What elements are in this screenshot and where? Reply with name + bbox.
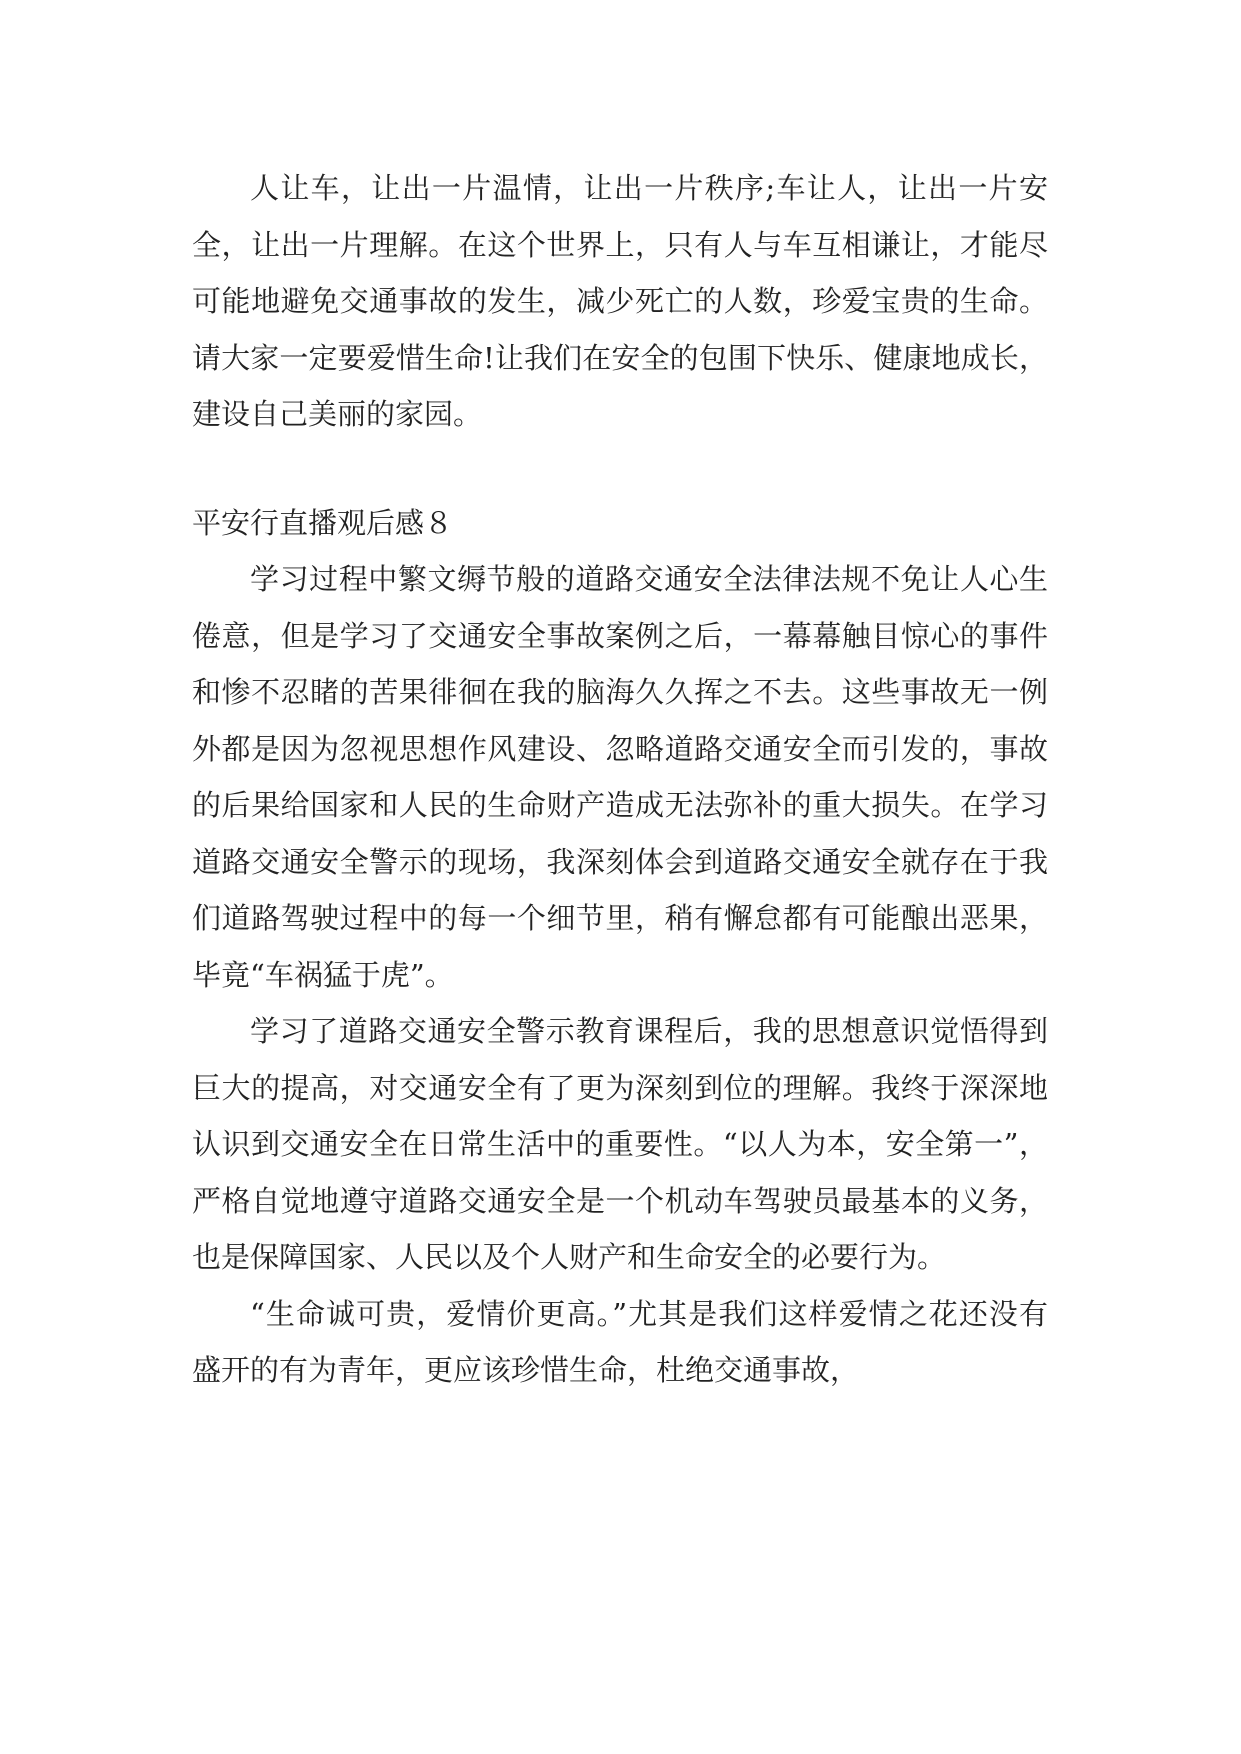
paragraph-intro: 人让车，让出一片温情，让出一片秩序;车让人，让出一片安全，让出一片理解。在这个世界上，只有人与车互相谦让，才能尽可能地避免交通事故的发生，减少死亡的人数，珍爱宝贵的生命。请大家一定要爱惜生命!让我们在安全的包围下快乐、健康地成长，建设自己美丽的家园。 [192, 171, 1048, 431]
paragraph-2: 学习了道路交通安全警示教育课程后，我的思想意识觉悟得到巨大的提高，对交通安全有了更为深刻到位的理解。我终于深深地认识到交通安全在日常生活中的重要性。“以人为本，安全第一”，严格自觉地遵守道路交通安全是一个机动车驾驶员最基本的义务，也是保障国家、人民以及个人财产和生命安全的必要行为。 [192, 1014, 1048, 1274]
paragraph-1: 学习过程中繁文缛节般的道路交通安全法律法规不免让人心生倦意，但是学习了交通安全事故案例之后，一幕幕触目惊心的事件和惨不忍睹的苦果徘徊在我的脑海久久挥之不去。这些事故无一例外都是因为忽视思想作风建设、忽略道路交通安全而引发的，事故的后果给国家和人民的生命财产造成无法弥补的重大损失。在学习道路交通安全警示的现场，我深刻体会到道路交通安全就存在于我们道路驾驶过程中的每一个细节里，稍有懈怠都有可能酿出恶果，毕竟“车祸猛于虎”。 [192, 562, 1048, 992]
document-body [192, 160, 1048, 1399]
paragraph-3: “生命诚可贵，爱情价更高。”尤其是我们这样爱情之花还没有盛开的有为青年，更应该珍惜生命，杜绝交通事故， [192, 1296, 1048, 1387]
section-heading: 平安行直播观后感８ [192, 505, 454, 540]
